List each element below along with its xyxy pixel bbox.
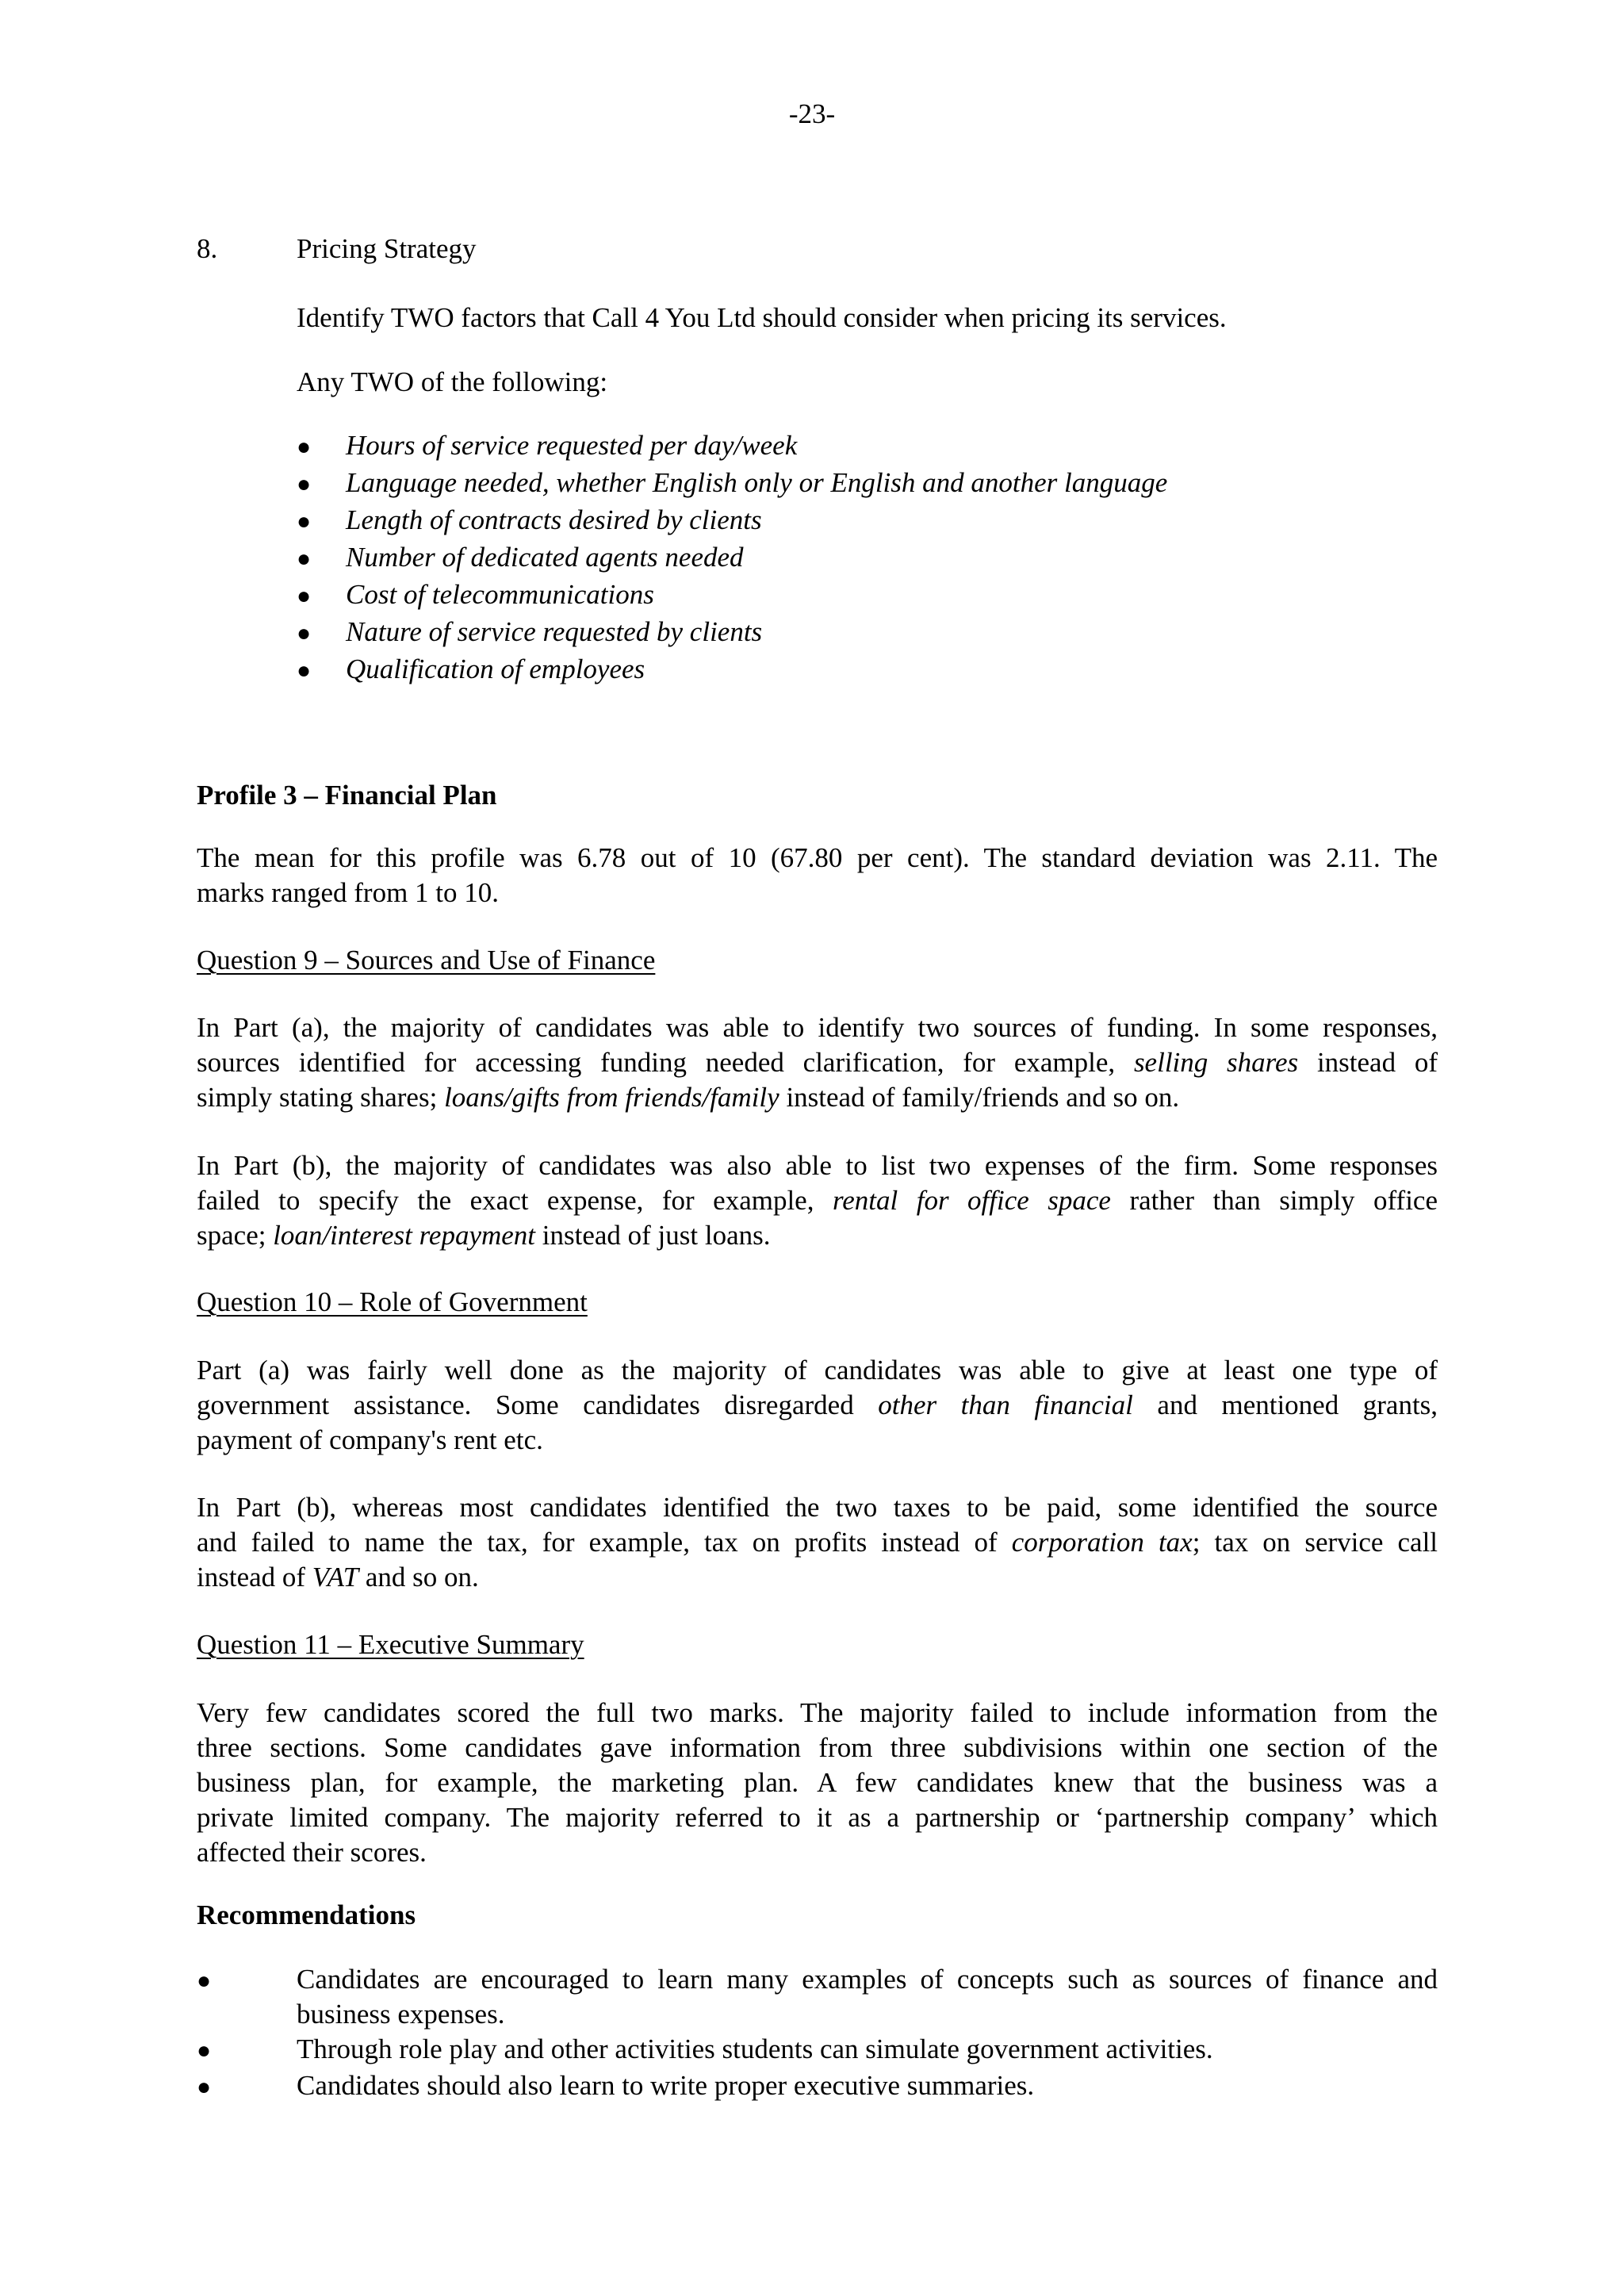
bullet-icon: ● [297,434,312,460]
question-10-heading: Question 10 – Role of Government [197,1286,588,1317]
section-question: Identify TWO factors that Call 4 You Ltd should consider when pricing its services. [297,302,1227,333]
text-line: In Part (b), whereas most candidates identified the two taxes to be paid, some identified the source [197,1492,1438,1523]
list-item: Nature of service requested by clients [346,616,763,647]
text-line: three sections. Some candidates gave information from three subdivisions within one section of the [197,1732,1438,1763]
text-line: business expenses. [297,1999,505,2030]
page-number: -23- [788,98,836,129]
text-line: In Part (a), the majority of candidates was able to identify two sources of funding. In some responses, [197,1012,1438,1043]
list-item [297,1962,1438,2032]
text-line: business plan, for example, the marketing plan. A few candidates knew that the business was a [197,1767,1438,1798]
text-line: Very few candidates scored the full two marks. The majority failed to include information from the [197,1697,1438,1728]
text-line: simply stating shares; loans/gifts from friends/family instead of family/friends and so on. [197,1082,1180,1113]
text-line: instead of VAT and so on. [197,1562,479,1593]
text-line: marks ranged from 1 to 10. [197,877,500,908]
bullet-icon: ● [297,508,312,535]
question-11-heading: Question 11 – Executive Summary [197,1629,584,1660]
list-item: Through role play and other activities students can simulate government activities. [297,2033,1213,2064]
section-number: 8. [197,233,218,264]
question-11-paragraph [197,1696,1438,1870]
list-item: Language needed, whether English only or English and another language [346,467,1168,498]
question-9-paragraph-a [197,1010,1438,1115]
question-9-paragraph-b [197,1148,1438,1253]
text-line: payment of company's rent etc. [197,1424,543,1455]
text-line: Candidates are encouraged to learn many examples of concepts such as sources of finance and [297,1964,1438,1995]
bullet-icon: ● [197,2074,212,2100]
section-title: Pricing Strategy [297,233,477,264]
text-line: sources identified for accessing funding needed clarification, for example, selling shares instead of [197,1047,1438,1078]
text-line: space; loan/interest repayment instead of just loans. [197,1220,771,1251]
section-intro: Any TWO of the following: [297,366,608,397]
text-line: In Part (b), the majority of candidates was also able to list two expenses of the firm. Some responses [197,1150,1438,1181]
bullet-icon: ● [297,471,312,497]
bullet-icon: ● [297,657,312,684]
text-line: Part (a) was fairly well done as the majority of candidates was able to give at least one type of [197,1355,1438,1386]
list-item: Cost of telecommunications [346,579,654,610]
list-item: Length of contracts desired by clients [346,504,762,535]
list-item: Qualification of employees [346,654,645,684]
list-item: Number of dedicated agents needed [346,542,744,573]
text-line: private limited company. The majority referred to it as a partnership or ‘partnership company’ which [197,1802,1438,1833]
bullet-icon: ● [297,620,312,646]
list-item: Candidates should also learn to write proper executive summaries. [297,2070,1035,2101]
question-10-paragraph-a [197,1353,1438,1458]
bullet-icon: ● [297,583,312,609]
question-10-paragraph-b [197,1490,1438,1595]
question-9-heading: Question 9 – Sources and Use of Finance [197,945,656,976]
bullet-icon: ● [197,2037,212,2064]
text-line: failed to specify the exact expense, for example, rental for office space rather than simply office [197,1185,1438,1216]
bullet-icon: ● [197,1968,212,1994]
list-item: Hours of service requested per day/week [346,430,798,461]
text-line: The mean for this profile was 6.78 out of 10 (67.80 per cent). The standard deviation was 2.11. The [197,842,1438,873]
profile-stats [197,841,1438,910]
bullet-icon: ● [297,546,312,572]
recommendations-heading: Recommendations [197,1899,416,1930]
profile-heading: Profile 3 – Financial Plan [197,780,497,811]
text-line: and failed to name the tax, for example, tax on profits instead of corporation tax; tax on service call [197,1527,1438,1558]
text-line: government assistance. Some candidates disregarded other than financial and mentioned grants, [197,1389,1438,1420]
text-line: affected their scores. [197,1837,427,1868]
